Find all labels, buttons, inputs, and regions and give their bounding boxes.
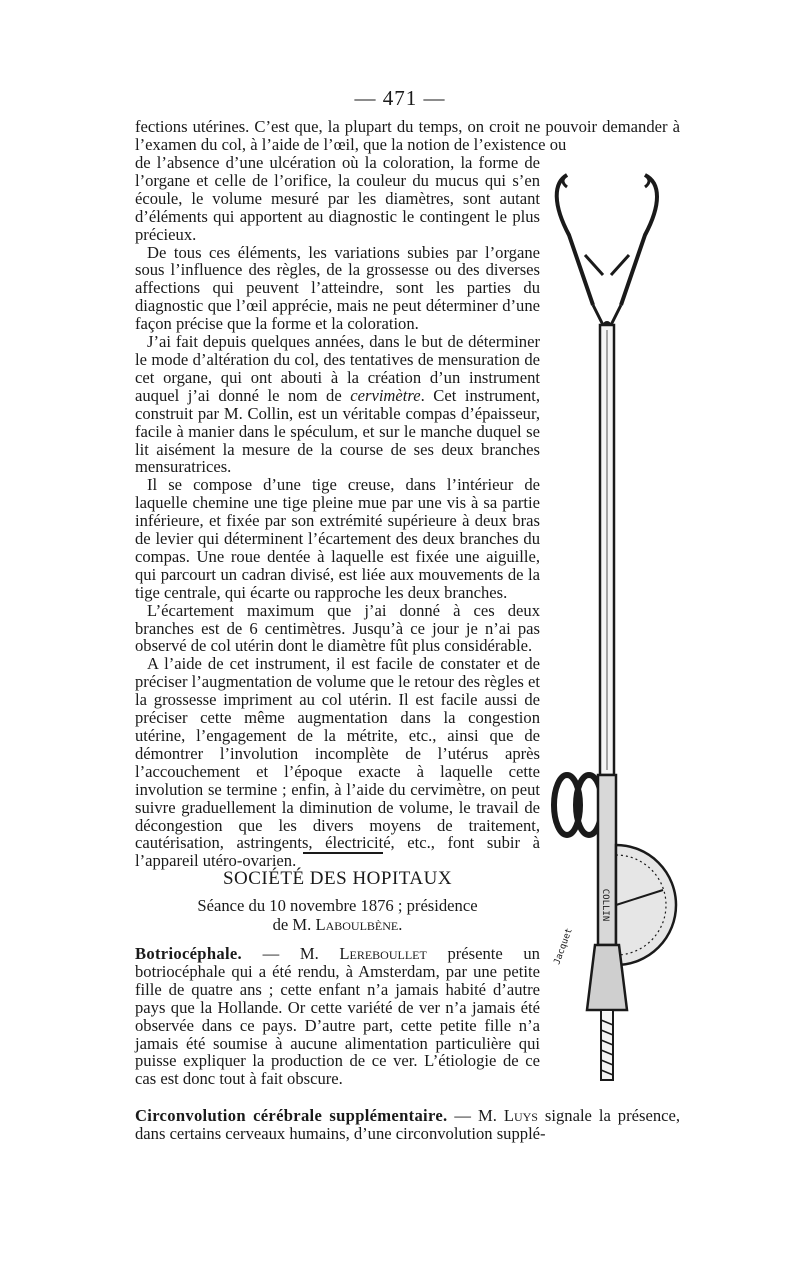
caliper-left-arm (557, 175, 593, 305)
base-collar (587, 945, 627, 1010)
lever-arms (585, 255, 629, 325)
top-paragraph (135, 118, 680, 154)
cervimeter-illustration (545, 165, 680, 1105)
paragraph-1: de l’absence d’une ulcération où la coloration, la forme de l’organe et celle de l’orifice, la couleur du mucus qui s’en écoule, le volume mesuré par les diamètres, sont autant d’éléments qui apportent au diagnostic le contingent le plus précieux. (135, 153, 540, 244)
engraver-signature: Jacquet (552, 926, 575, 967)
seance-line-2 (135, 915, 540, 934)
circonvolution-author: Luys (503, 1106, 538, 1125)
paragraph-2: De tous ces éléments, les variations subies par l’organe sous l’influence des règles, de la grossesse ou des diverses affections qui peuvent l’atteindre, sont les parties du diagnostic que l’œil apprécie, mais ne peut déterminer d’une façon précise que la forme et la coloration. (135, 242, 540, 334)
dial-label: COLLIN (600, 888, 610, 922)
cervimeter-drawing (545, 165, 680, 1105)
seance-line-1: Séance du 10 novembre 1876 ; présidence (197, 896, 478, 915)
circonvolution-heading: Circonvolution cérébrale supplémentaire. (135, 1106, 448, 1125)
circonvolution-dash: — M. (447, 1106, 504, 1125)
page-number: — 471 — (354, 86, 446, 110)
section-divider (303, 852, 383, 854)
section-title: SOCIÉTÉ DES HOPITAUX (222, 868, 453, 889)
president-name: Laboulbène. (315, 915, 403, 934)
botriocephale-author: Lereboullet (339, 944, 427, 963)
paragraph-4: Il se compose d’une tige creuse, dans l’intérieur de laquelle chemine une tige pleine mue par une vis à sa partie inférieure, et fixée par son extrémité supérieure à deux bras de levier qui déterminent l’écartement des deux branches du compas. Une roue dentée à laquelle est fixée une aiguille, qui parcourt un cadran divisé, est liée aux mouvements de la tige centrale, qui écarte ou rapproche les deux branches. (135, 475, 540, 602)
paragraph-6: A l’aide de cet instrument, il est facile de constater et de préciser l’augmentation de volume que le retour des règles et la grossesse impriment au col utérin. Il est facile aussi de préciser cette même augmentation dans la congestion utérine, l’engagement de la métrite, etc., ainsi que de démontrer l’involution incomplète de l’utérus après l’accouchement et l’époque exacte à laquelle cette involution se termine ; enfin, à l’aide du cervimètre, on peut suivre graduellement la diminution de volume, le travail de décongestion que les divers moyens de traitement, cautérisation, astringents, électricité, etc., font subir à l’appareil utéro-ovarien. (135, 654, 541, 871)
caliper-right-tip (645, 175, 649, 187)
circonvolution-entry (135, 1107, 680, 1143)
circonvolution-text: signale la présence, dans certains cerveaux humains, d’une circonvolution supplé- (135, 1106, 680, 1143)
paragraph-3 (135, 333, 540, 476)
botriocephale-entry (135, 945, 540, 1088)
botriocephale-heading: Botriocéphale. (135, 944, 242, 963)
caliper-right-arm (621, 175, 657, 305)
paragraph-intro: fections utérines. C’est que, la plupart du temps, on croit ne pouvoir demander à l’examen du col, à l’aide de l’œil, que la notion de l’existence ou (135, 117, 680, 154)
botriocephale-dash: — M. (241, 944, 340, 963)
measurement-dial (616, 845, 676, 965)
botriocephale-text: présente un botriocéphale qui a été rendu, à Amsterdam, par une petite fille de quatre ans ; cette enfant n’a jamais habité d’autre pays que la Hollande. Or cette variété de ver n’a jamais été observée dans ce pays. D’autre part, cette petite fille n’a jamais été soumise à aucune alimentation particulière qui puisse expliquer la production de ce ver. L’étiologie de ce cas est donc tout à fait obscure. (135, 944, 540, 1089)
paragraph-5: L’écartement maximum que j’ai donné à ces deux branches est de 6 centimètres. Jusqu’à ce jour je n’ai pas observé de col utérin dont le diamètre fût plus considérable. (135, 600, 540, 656)
caliper-left-tip (563, 175, 567, 187)
paragraph-3-end: . Cet instrument, construit par M. Collin, est un véritable compas d’épaisseur, facile à manier dans le spéculum, et sur le manche duquel se lit aisément la mesure de la course de ses deux branches mensuratrices. (135, 385, 540, 477)
main-text-column (135, 154, 540, 870)
seance-header (135, 896, 540, 934)
seance-prefix: de M. (272, 915, 316, 934)
paragraph-3-start: J’ai fait depuis quelques années, dans le but de déterminer le mode d’altération du col, des tentatives de mensuration de cet organe, qui ont abouti à la création d’un instrument auquel j’ai donné le nom de (135, 332, 540, 405)
instrument-term: cervimètre (350, 385, 421, 405)
